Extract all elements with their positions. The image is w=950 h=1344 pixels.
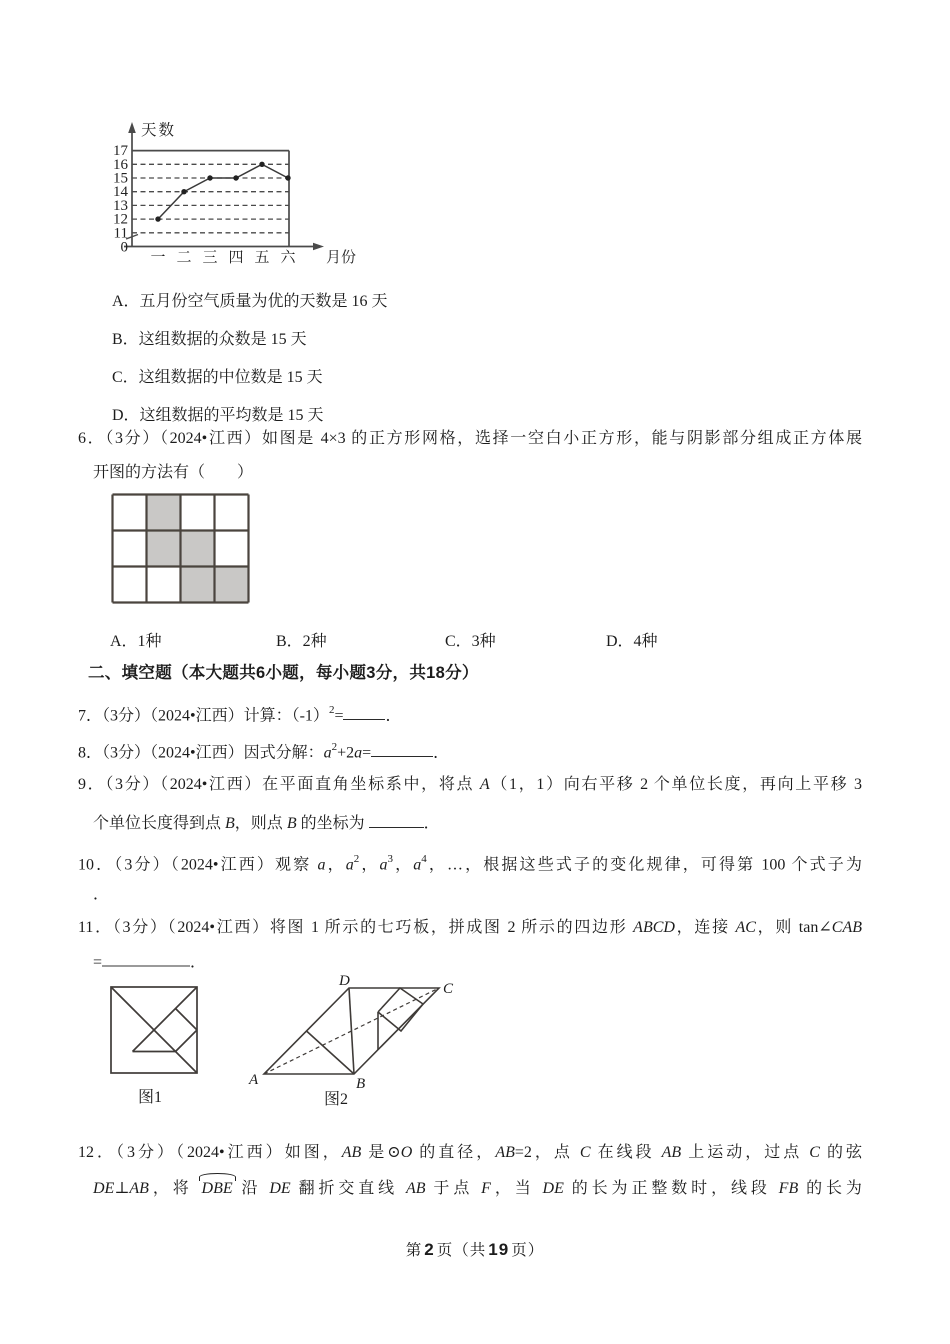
vertex-label-d: D [339, 973, 350, 989]
question-8: 8．（3分）（2024•江西）因式分解：$a^2+2a=$ ． [78, 741, 450, 762]
vertex-label-a: A [249, 1072, 259, 1088]
svg-text:四: 四 [228, 250, 244, 266]
question-10-line-1: 10．（3分）（2024•江西）观察 a，$a^2$，$a^3$，$a^4$，…，根据这些式子的变化规律，可得第 100 个式子为 [78, 853, 862, 874]
question-6-line-1: 6．（3分）（2024•江西）如图是 4×3 的正方形网格，选择一空白小正方形，能与阴影部分组成正方体展 [78, 430, 862, 447]
svg-text:0: 0 [120, 239, 128, 256]
svg-text:三: 三 [202, 250, 218, 266]
q6-option-c: C．3种 [445, 633, 496, 650]
figure-2-caption: 图2 [324, 1091, 349, 1108]
svg-text:一: 一 [150, 250, 166, 266]
svg-text:二: 二 [176, 250, 192, 266]
vertex-label-c: C [443, 981, 454, 997]
q6-option-a: A．1种 [110, 633, 162, 650]
question-12-line-2: DE⊥AB，将 DBE 沿 DE 翻折交直线 AB 于点 F，当 DE 的长为正整数时，线段 FB 的长为 [93, 1178, 862, 1200]
svg-text:13: 13 [113, 197, 128, 214]
svg-text:15: 15 [113, 170, 128, 187]
tangram-figure-2 [246, 974, 461, 1094]
air-quality-line-chart [93, 108, 365, 272]
q6-grid-figure [111, 493, 251, 605]
svg-text:14: 14 [113, 184, 128, 201]
page-footer: 第 2 页（共 19 页） [405, 1240, 545, 1259]
question-11-line-1: 11．（3分）（2024•江西）将图 1 所示的七巧板，拼成图 2 所示的四边形 ABCD，连接 AC，则 tan∠CAB [78, 919, 862, 936]
svg-text:12: 12 [113, 211, 128, 228]
q5-option-c: C．这组数据的中位数是 15 天 [112, 369, 323, 386]
tangram-figure-1 [110, 986, 198, 1074]
vertex-label-b: B [356, 1076, 366, 1092]
q5-option-d: D．这组数据的平均数是 15 天 [112, 407, 324, 424]
q6-option-b: B．2种 [276, 633, 327, 650]
svg-text:11: 11 [113, 225, 128, 242]
q5-option-a: A．五月份空气质量为优的天数是 16 天 [112, 293, 388, 310]
question-7: 7．（3分）（2024•江西）计算：$(-1)^2=$ ． [78, 704, 402, 725]
q6-option-d: D．4种 [606, 633, 658, 650]
svg-text:六: 六 [280, 250, 296, 266]
question-9-line-1: 9．（3分）（2024•江西）在平面直角坐标系中，将点 A（1，1）向右平移 2 个单位长度，再向上平移 3 [78, 776, 862, 793]
figure-1-caption: 图1 [138, 1089, 163, 1106]
svg-text:17: 17 [113, 143, 128, 160]
section-2-header: 二、填空题（本大题共6小题，每小题3分，共18分） [88, 664, 479, 682]
q5-option-b: B．这组数据的众数是 15 天 [112, 331, 307, 348]
svg-text:16: 16 [113, 156, 128, 173]
question-6-line-2: 开图的方法有（ ） [93, 464, 254, 481]
question-9-line-2: 个单位长度得到点 B，则点 B 的坐标为 ． [93, 812, 440, 835]
question-11-line-2: = ． [93, 950, 206, 974]
question-12-line-1: 12．（3分）（2024•江西）如图，AB 是⊙O 的直径，AB=2，点 C 在线段 AB 上运动，过点 C 的弦 [78, 1144, 862, 1161]
svg-text:天数: 天数 [141, 122, 177, 139]
question-10-line-2: ． [93, 886, 110, 903]
svg-text:五: 五 [254, 250, 270, 266]
svg-text:月份: 月份 [326, 250, 357, 266]
